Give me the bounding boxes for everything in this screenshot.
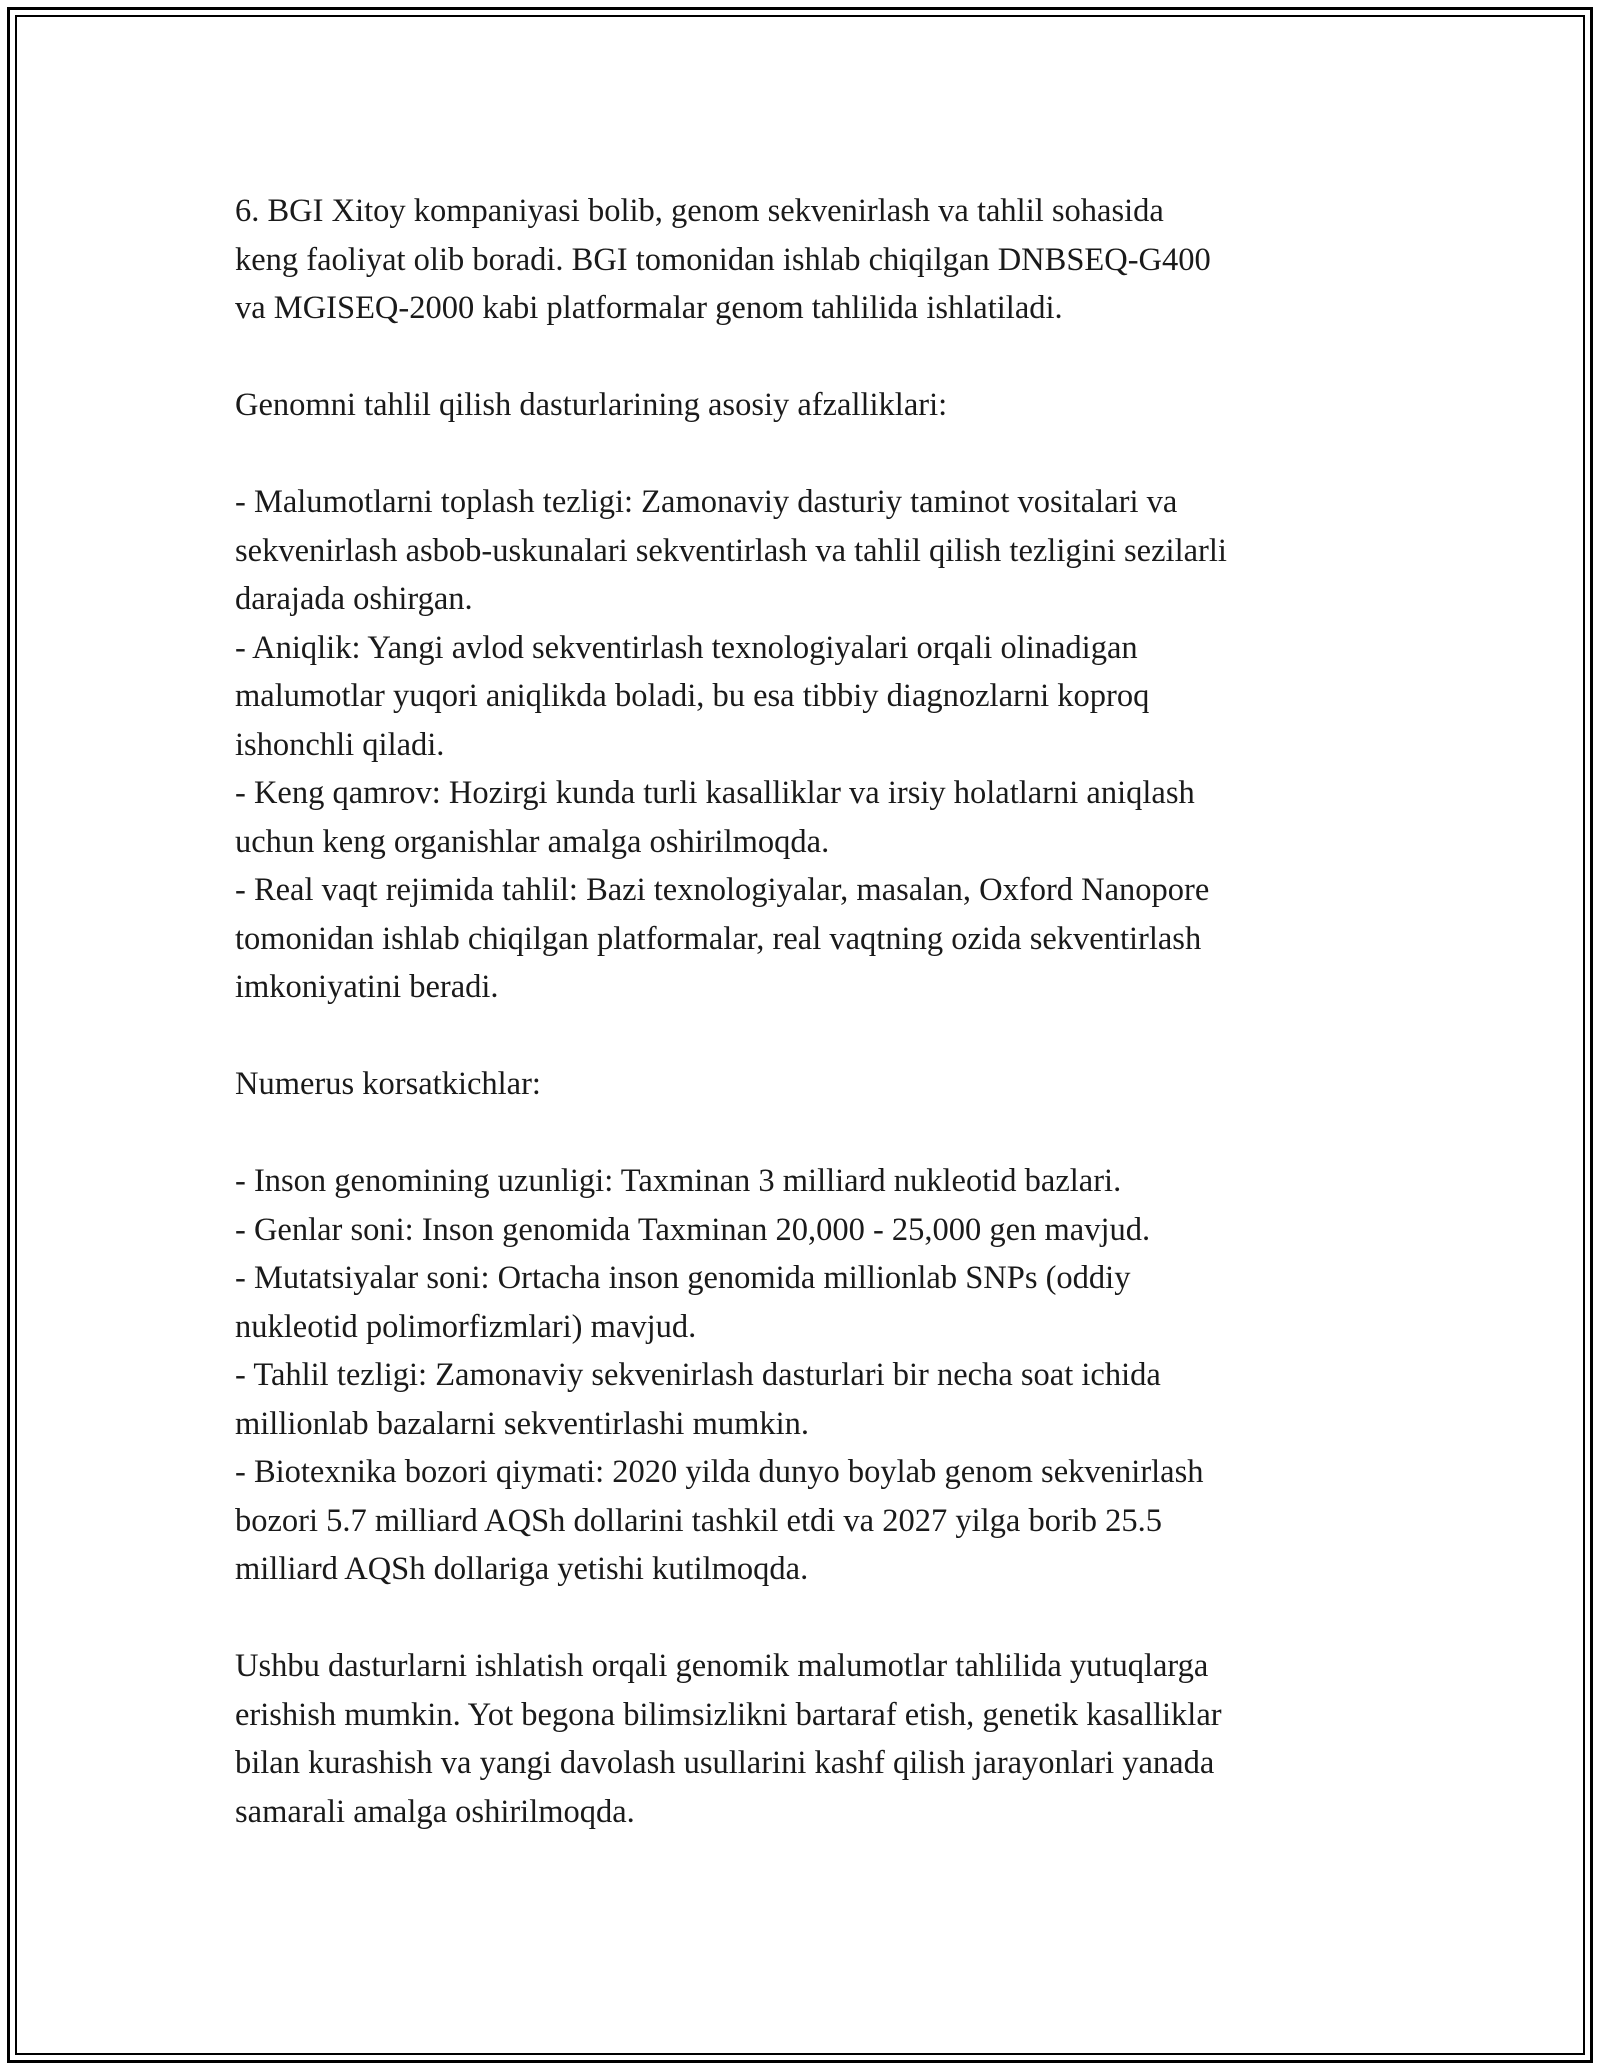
- text-line: - Aniqlik: Yangi avlod sekventirlash texnologiyalari orqali olinadigan: [235, 629, 1138, 666]
- paragraph-gap: [235, 1012, 1415, 1061]
- text-line: bozori 5.7 milliard AQSh dollarini tashkil etdi va 2027 yilga borib 25.5: [235, 1502, 1163, 1539]
- indicators-heading: [235, 1060, 1415, 1109]
- text-line: bilan kurashish va yangi davolash usullarini kashf qilish jarayonlari yanada: [235, 1745, 1215, 1781]
- list-item: [235, 624, 1415, 770]
- advantages-heading: [235, 381, 1415, 430]
- list-item: [235, 1157, 1415, 1206]
- text-line: - Real vaqt rejimida tahlil: Bazi texnologiyalar, masalan, Oxford Nanopore: [235, 872, 1210, 908]
- document-body: [235, 187, 1415, 1836]
- list-item: [235, 478, 1415, 624]
- text-line: - Genlar soni: Inson genomida Taxminan 20,000 - 25,000 gen mavjud.: [235, 1211, 1151, 1248]
- intro-paragraph: [235, 187, 1415, 333]
- section-heading: Genomni tahlil qilish dasturlarining asosiy afzalliklari:: [235, 387, 948, 423]
- text-line: imkoniyatini beradi.: [235, 969, 499, 1005]
- text-line: - Malumotlarni toplash tezligi: Zamonaviy dasturiy taminot vositalari va: [235, 484, 1178, 520]
- text-line: darajada oshirgan.: [235, 581, 473, 617]
- text-line: sekvenirlash asbob-uskunalari sekventirlash va tahlil qilish tezligini sezilarli: [235, 532, 1227, 569]
- paragraph-gap: [235, 1594, 1415, 1643]
- text-line: malumotlar yuqori aniqlikda boladi, bu esa tibbiy diagnozlarni koproq: [235, 678, 1150, 714]
- indicators-list: [235, 1157, 1415, 1594]
- text-line: samarali amalga oshirilmoqda.: [235, 1793, 635, 1830]
- text-line: - Keng qamrov: Hozirgi kunda turli kasalliklar va irsiy holatlarni aniqlash: [235, 775, 1195, 811]
- paragraph-gap: [235, 333, 1415, 382]
- list-item: [235, 1351, 1415, 1448]
- text-line: milliard AQSh dollariga yetishi kutilmoqda.: [235, 1551, 809, 1587]
- list-item: [235, 866, 1415, 1012]
- text-line: - Mutatsiyalar soni: Ortacha inson genomida millionlab SNPs (oddiy: [235, 1260, 1131, 1296]
- text-line: erishish mumkin. Yot begona bilimsizlikni bartaraf etish, genetik kasalliklar: [235, 1696, 1222, 1733]
- text-line: 6. BGI Xitoy kompaniyasi bolib, genom sekvenirlash va tahlil sohasida: [235, 193, 1164, 229]
- text-line: millionlab bazalarni sekventirlashi mumkin.: [235, 1405, 810, 1442]
- list-item: [235, 769, 1415, 866]
- list-item: [235, 1254, 1415, 1351]
- text-line: - Tahlil tezligi: Zamonaviy sekvenirlash dasturlari bir necha soat ichida: [235, 1357, 1161, 1393]
- section-heading: Numerus korsatkichlar:: [235, 1066, 541, 1102]
- text-line: ishonchli qiladi.: [235, 726, 445, 763]
- text-line: - Biotexnika bozori qiymati: 2020 yilda dunyo boylab genom sekvenirlash: [235, 1454, 1204, 1490]
- text-line: uchun keng organishlar amalga oshirilmoqda.: [235, 823, 830, 860]
- list-item: [235, 1448, 1415, 1594]
- paragraph-gap: [235, 430, 1415, 479]
- text-line: Ushbu dasturlarni ishlatish orqali genomik malumotlar tahlilida yutuqlarga: [235, 1648, 1209, 1684]
- conclusion-paragraph: [235, 1642, 1415, 1836]
- text-line: - Inson genomining uzunligi: Taxminan 3 milliard nukleotid bazlari.: [235, 1163, 1122, 1199]
- paragraph-gap: [235, 1109, 1415, 1158]
- text-line: keng faoliyat olib boradi. BGI tomonidan ishlab chiqilgan DNBSEQ-G400: [235, 241, 1211, 278]
- text-line: tomonidan ishlab chiqilgan platformalar, real vaqtning ozida sekventirlash: [235, 920, 1202, 957]
- list-item: [235, 1206, 1415, 1255]
- text-line: nukleotid polimorfizmlari) mavjud.: [235, 1308, 697, 1345]
- advantages-list: [235, 478, 1415, 1012]
- text-line: va MGISEQ-2000 kabi platformalar genom tahlilida ishlatiladi.: [235, 290, 1063, 326]
